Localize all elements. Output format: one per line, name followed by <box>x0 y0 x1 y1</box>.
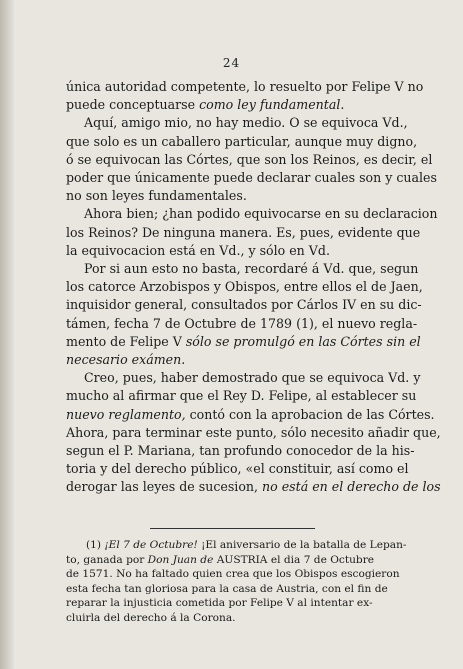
text-segment: mento de Felipe V <box>66 333 186 349</box>
text-segment: to, ganada por <box>66 553 148 566</box>
text-segment: única autoridad competente, lo resuelto por Felipe V no <box>66 79 424 94</box>
text-segment: necesario exámen. <box>66 352 186 368</box>
text-segment: toria y del derecho público, «el constituir, así como el <box>66 461 409 477</box>
text-segment: poder que únicamente puede declarar cuales son y cuales <box>66 170 437 186</box>
text-segment: sólo se promulgó en las Córtes sin el <box>185 333 421 349</box>
text-line <box>66 351 416 369</box>
text-segment: segun el P. Mariana, tan profundo conocedor de la his- <box>66 443 415 459</box>
text-segment: mucho al afirmar que el Rey D. Felipe, al establecer su <box>66 388 417 404</box>
text-line <box>66 133 416 151</box>
text-line <box>66 387 416 405</box>
text-line <box>66 114 416 132</box>
text-line <box>66 278 423 296</box>
text-line <box>66 424 441 442</box>
text-segment: no son leyes fundamentales. <box>66 188 247 204</box>
text-line <box>66 315 416 333</box>
page-edge-shadow <box>0 0 14 669</box>
text-segment: de 1571. No ha faltado quien crea que los Obispos escogieron <box>66 568 400 580</box>
text-segment: la equivocacion está en Vd., y sólo en Vd. <box>66 242 330 258</box>
footnote <box>66 538 416 625</box>
text-line <box>66 369 421 387</box>
text-segment: támen, fecha 7 de Octubre de 1789 (1), el nuevo regla- <box>66 315 418 331</box>
text-segment: ¡El aniversario de la batalla de Lepan- <box>197 539 407 551</box>
text-line <box>66 96 416 114</box>
text-line <box>66 260 419 278</box>
text-segment: AUSTRIA el dia 7 de Octubre <box>213 553 375 566</box>
text-segment: los Reinos? De ninguna manera. Es, pues, evidente que <box>66 224 421 240</box>
footnote-line <box>66 582 416 597</box>
text-segment: Aquí, amigo mio, no hay medio. O se equivoca Vd., <box>84 115 408 131</box>
text-line <box>66 333 421 351</box>
text-segment: como ley fundamental. <box>199 97 345 113</box>
text-segment: ¡El 7 de Octubre! <box>104 539 198 551</box>
footnote-line <box>66 567 416 582</box>
text-line <box>66 478 441 496</box>
text-line <box>66 460 416 478</box>
text-segment: Don Juan de <box>147 553 214 566</box>
text-line <box>66 78 424 96</box>
footnote-line <box>66 538 416 553</box>
text-segment: ó se equivocan las Córtes, que son los Reinos, es decir, el <box>66 151 433 167</box>
text-line <box>66 442 416 460</box>
text-segment: que solo es un caballero particular, aunque muy digno, <box>66 133 418 149</box>
text-segment: inquisidor general, consultados por Cárlos IV en su dic- <box>66 297 422 313</box>
text-line <box>66 224 421 242</box>
text-line <box>66 205 438 223</box>
footnote-line <box>66 553 416 568</box>
text-line <box>66 406 435 424</box>
text-segment: Ahora, para terminar este punto, sólo necesito añadir que, <box>66 424 441 440</box>
footnote-divider <box>150 528 315 529</box>
text-segment: esta fecha tan gloriosa para la casa de Austria, con el fin de <box>66 582 388 595</box>
page-number: 24 <box>222 56 241 70</box>
text-segment: puede conceptuarse <box>66 97 200 113</box>
text-line <box>66 296 422 314</box>
text-segment: Creo, pues, haber demostrado que se equivoca Vd. y <box>84 370 421 386</box>
text-segment: reparar la injusticia cometida por Felipe V al intentar ex- <box>66 597 373 609</box>
text-segment: no está en el derecho de los <box>262 479 441 495</box>
text-segment: Por si aun esto no basta, recordaré á Vd. que, segun <box>84 261 419 277</box>
text-line <box>66 242 416 260</box>
text-segment: derogar las leyes de sucesion, <box>66 479 263 495</box>
text-segment: los catorce Arzobispos y Obispos, entre ellos el de Jaen, <box>66 279 423 295</box>
text-segment: contó con la aprobacion de las Córtes. <box>185 406 435 422</box>
text-line <box>66 187 416 205</box>
footnote-line <box>66 611 416 626</box>
text-line <box>66 169 437 187</box>
text-segment: cluirla del derecho á la Corona. <box>66 611 236 624</box>
text-segment: nuevo reglamento, <box>66 406 186 422</box>
text-line <box>66 151 433 169</box>
text-segment: Ahora bien; ¿han podido equivocarse en su declaracion <box>84 206 438 222</box>
main-text <box>66 78 441 497</box>
footnote-line <box>66 596 416 611</box>
text-segment: (1) <box>86 539 105 551</box>
